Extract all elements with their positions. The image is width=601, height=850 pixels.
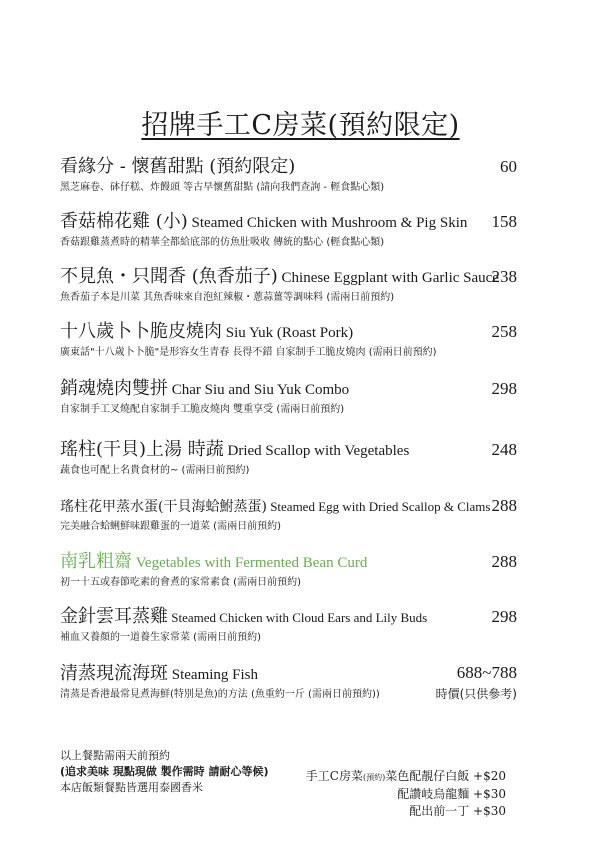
dish-name-en: Chinese Eggplant with Garlic Sauce: [277, 270, 499, 286]
dish-name-zh: 不見魚・只聞香 (魚香茄子): [60, 266, 278, 287]
dish-description: 初一十五或春節吃素的會煮的家常素食 (需兩日前預約): [60, 577, 301, 588]
menu-item: [60, 439, 520, 478]
dish-name: [60, 663, 520, 686]
dish-price: 158: [491, 212, 517, 231]
menu-item: [60, 551, 520, 590]
dish-description: 蔬食也可配上名貴食材的~ (需兩日前預約): [60, 465, 250, 476]
dish-name: [60, 496, 520, 518]
dish-name-zh: 南乳粗齋: [60, 551, 132, 572]
dish-description: 黑芝麻卷、砵仔糕、炸饅頭 等古早懷舊甜點 (請向我們查詢 - 輕食點心類): [60, 182, 385, 193]
dish-price: 298: [491, 379, 517, 398]
dish-name-zh: 銷魂燒肉雙拼: [60, 378, 168, 399]
price-note: 時價(只供參考): [435, 687, 517, 701]
dish-name-zh: 瑤柱(干貝)上湯 時蔬: [60, 439, 224, 460]
dish-description: 自家制手工叉燒配自家制手工脆皮燒肉 雙重享受 (需兩日前預約): [60, 404, 345, 415]
addon-item: 配讚岐烏龍麵 +$30: [397, 787, 506, 801]
dish-name-en: Steaming Fish: [168, 667, 259, 683]
menu-item: [60, 496, 520, 534]
dish-description: 完美融合蛤蜊鮮味跟雞蛋的一道菜 (需兩日前預約): [60, 521, 281, 532]
dish-description: 廣東話"十八歲卜卜脆"是形容女生青春 長得不錯 自家制手工脆皮燒肉 (需兩日前預約): [60, 347, 437, 358]
dish-price: 248: [491, 440, 517, 459]
dish-description: 魚香茄子本是川菜 其魚香味來自泡紅辣椒・蔥蒜薑等調味料 (需兩日前預約): [60, 292, 395, 303]
dish-description: 清蒸是香港最常見煮海鮮(特別是魚)的方法 (魚重約一斤 (需兩日前預約)): [60, 689, 380, 700]
footer-line: (追求美味 現點現做 製作需時 請耐心等候): [60, 765, 269, 778]
dish-name: [60, 551, 520, 574]
addon-label: 手工C房菜: [305, 769, 363, 783]
dish-description: 香菇跟雞蒸煮時的精華全都給底部的仿魚肚吸收 傳統的點心 (輕食點心類): [60, 237, 385, 248]
addon-list: [306, 768, 506, 820]
dish-price: 298: [491, 607, 517, 626]
dish-price: 688~788: [456, 663, 517, 682]
dish-name: [60, 266, 520, 289]
dish-price: 288: [491, 496, 517, 515]
dish-name-zh: 香菇棉花雞 (小): [60, 211, 188, 232]
dish-price: 258: [491, 322, 517, 341]
dish-price: 60: [500, 157, 517, 176]
dish-name-en: Char Siu and Siu Yuk Combo: [168, 382, 350, 398]
dish-name: [60, 211, 520, 234]
dish-price: 288: [491, 552, 517, 571]
dish-name-en: Steamed Egg with Dried Scallop & Clams: [266, 499, 491, 514]
dish-price: 238: [491, 267, 517, 286]
dish-name-en: Siu Yuk (Roast Pork): [222, 325, 354, 341]
footer-line: 以上餐點需兩天前預約: [60, 749, 170, 762]
dish-name: [60, 439, 520, 462]
dish-name-zh: 瑤柱花甲蒸水蛋(干貝海蛤鮒蒸蛋): [60, 499, 267, 515]
dish-name-zh: 看緣分 - 懷舊甜點 (預約限定): [60, 156, 296, 177]
menu-item: [60, 606, 520, 645]
dish-name-en: Steamed Chicken with Cloud Ears and Lily Buds: [168, 610, 428, 625]
menu-item: [60, 321, 520, 360]
dish-description: 補血又養顏的一道養生家常菜 (需兩日前預約): [60, 632, 261, 643]
dish-name: [60, 606, 520, 629]
menu-item: [60, 156, 520, 195]
addon-item: 配出前一丁 +$30: [409, 804, 506, 818]
addon-note: (預約): [362, 773, 386, 782]
dish-name-en: Vegetables with Fermented Bean Curd: [132, 555, 368, 571]
dish-name-zh: 清蒸現流海斑: [60, 663, 168, 684]
page-title: 招牌手工C房菜(預約限定): [141, 110, 460, 141]
menu-item: [60, 378, 520, 417]
menu-item: [60, 266, 520, 305]
footer-notes: [60, 748, 269, 796]
dish-name-zh: 金針雲耳蒸雞: [60, 606, 168, 627]
dish-name-en: Steamed Chicken with Mushroom & Pig Skin: [187, 215, 468, 231]
addon-item: [306, 768, 506, 786]
dish-name-en: Dried Scallop with Vegetables: [223, 443, 410, 459]
dish-name: [60, 321, 520, 344]
dish-name: [60, 156, 520, 179]
footer-line: 本店飯類餐點皆選用泰國香米: [60, 781, 203, 794]
menu-item: [60, 211, 520, 250]
dish-name: [60, 378, 520, 401]
addon-price: 菜色配靚仔白飯 +$20: [385, 769, 506, 783]
dish-name-zh: 十八歲卜卜脆皮燒肉: [60, 321, 222, 342]
